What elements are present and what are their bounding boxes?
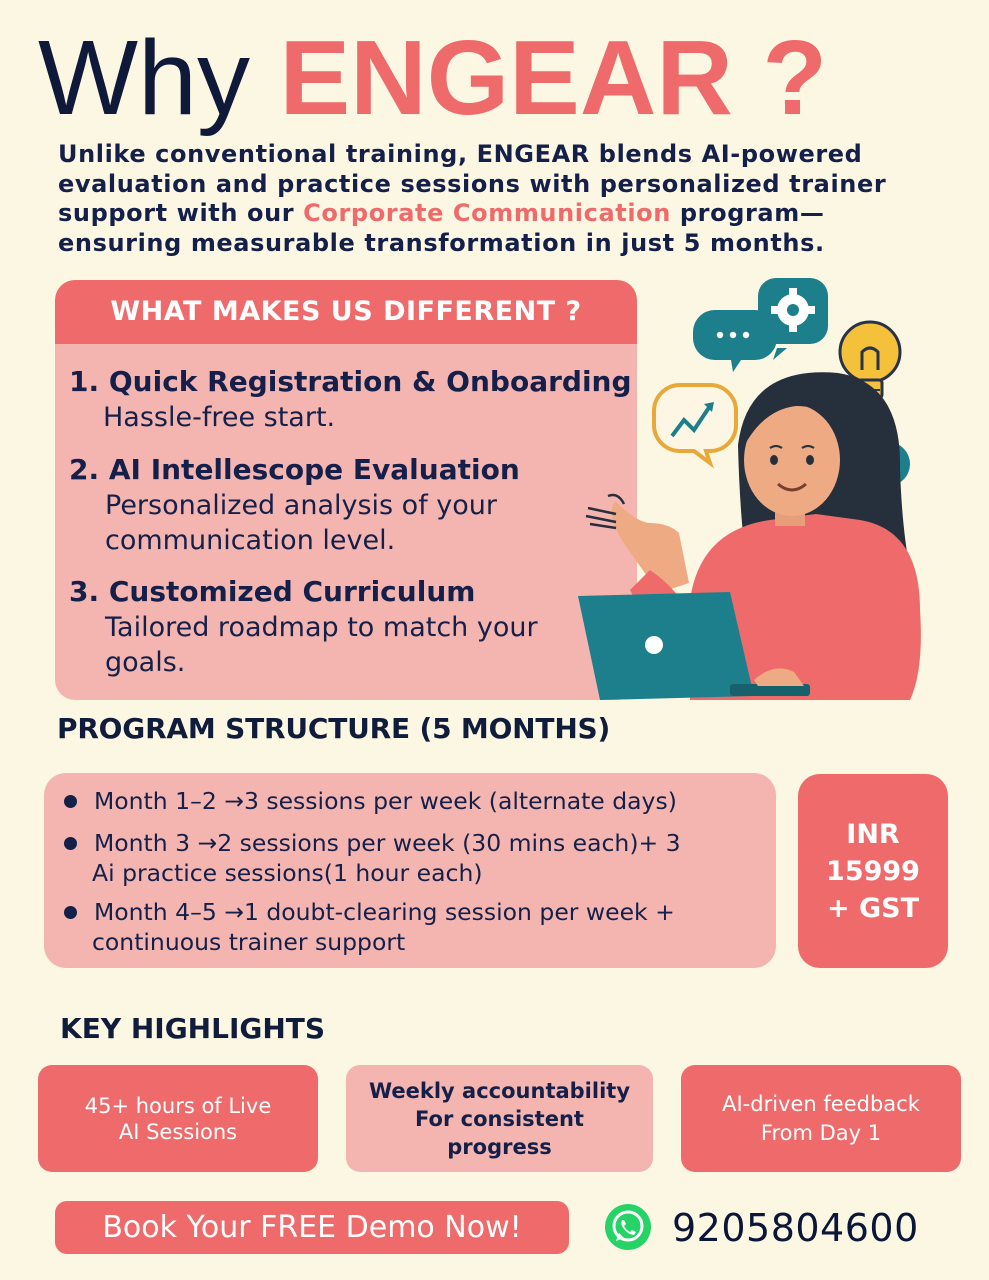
- chart-bubble-icon: [654, 385, 736, 463]
- difference-heading: WHAT MAKES US DIFFERENT ?: [55, 280, 637, 344]
- key-highlights-heading: KEY HIGHLIGHTS: [60, 1012, 326, 1045]
- program-item-text: Month 4–5 →1 doubt-clearing session per week +: [94, 898, 675, 926]
- woman-with-laptop-illustration: [570, 270, 970, 710]
- highlight-card-live-sessions: [38, 1065, 318, 1172]
- book-demo-button[interactable]: Book Your FREE Demo Now!: [55, 1201, 569, 1254]
- highlight-line: For consistent: [415, 1106, 584, 1131]
- highlight-line: From Day 1: [760, 1120, 882, 1145]
- program-list-item: [64, 786, 764, 816]
- difference-item-desc: Hassle-free start.: [103, 402, 336, 433]
- program-item-text: Month 1–2 →3 sessions per week (alternate days): [94, 787, 677, 815]
- phone-number[interactable]: 9205804600: [672, 1206, 919, 1250]
- price-currency: INR: [846, 819, 900, 850]
- intro-text-2: program—ensuring measurable transformation in just 5 months.: [58, 199, 825, 257]
- highlight-line: progress: [447, 1134, 552, 1159]
- program-list-item: [64, 897, 764, 957]
- intro-paragraph: [58, 140, 938, 258]
- intro-highlight: Corporate Communication: [303, 199, 671, 227]
- highlight-card-accountability: [346, 1065, 653, 1172]
- whatsapp-icon[interactable]: [604, 1203, 652, 1251]
- difference-item-desc: Personalized analysis of your communication level.: [105, 490, 498, 556]
- price-badge: [798, 774, 948, 968]
- highlight-line: AI-driven feedback: [722, 1091, 920, 1116]
- highlight-line: 45+ hours of Live: [84, 1093, 272, 1118]
- highlight-card-feedback: [681, 1065, 961, 1172]
- title-why: Why: [38, 19, 250, 137]
- page-title: [38, 18, 958, 138]
- difference-item: [69, 574, 629, 680]
- program-structure-heading: PROGRAM STRUCTURE (5 MONTHS): [57, 712, 611, 745]
- program-item-text-continued: Ai practice sessions(1 hour each): [92, 859, 483, 887]
- difference-item-title: 2. AI Intellescope Evaluation: [69, 453, 520, 486]
- title-brand: ENGEAR ?: [279, 19, 828, 137]
- difference-item: [69, 452, 629, 558]
- program-structure-panel: [44, 773, 776, 968]
- bullet-icon: [64, 906, 77, 919]
- bullet-icon: [64, 837, 77, 850]
- program-item-text: Month 3 →2 sessions per week (30 mins each)+ 3: [94, 829, 681, 857]
- price-tax: + GST: [826, 893, 920, 924]
- highlight-line: AI Sessions: [118, 1119, 238, 1144]
- difference-item: [69, 364, 632, 435]
- intro-text-1: Unlike conventional training, ENGEAR blends AI-powered evaluation and practice sessions with personalized trainer support with our: [58, 140, 887, 227]
- difference-item-title: 1. Quick Registration & Onboarding: [69, 365, 632, 398]
- program-list-item: [64, 828, 764, 888]
- bullet-icon: [64, 795, 77, 808]
- difference-item-desc: Tailored roadmap to match your goals.: [105, 612, 538, 678]
- difference-panel: [55, 280, 637, 700]
- highlight-line: Weekly accountability: [368, 1078, 631, 1103]
- program-item-text-continued: continuous trainer support: [92, 928, 406, 956]
- price-amount: 15999: [826, 856, 920, 887]
- difference-item-title: 3. Customized Curriculum: [69, 575, 476, 608]
